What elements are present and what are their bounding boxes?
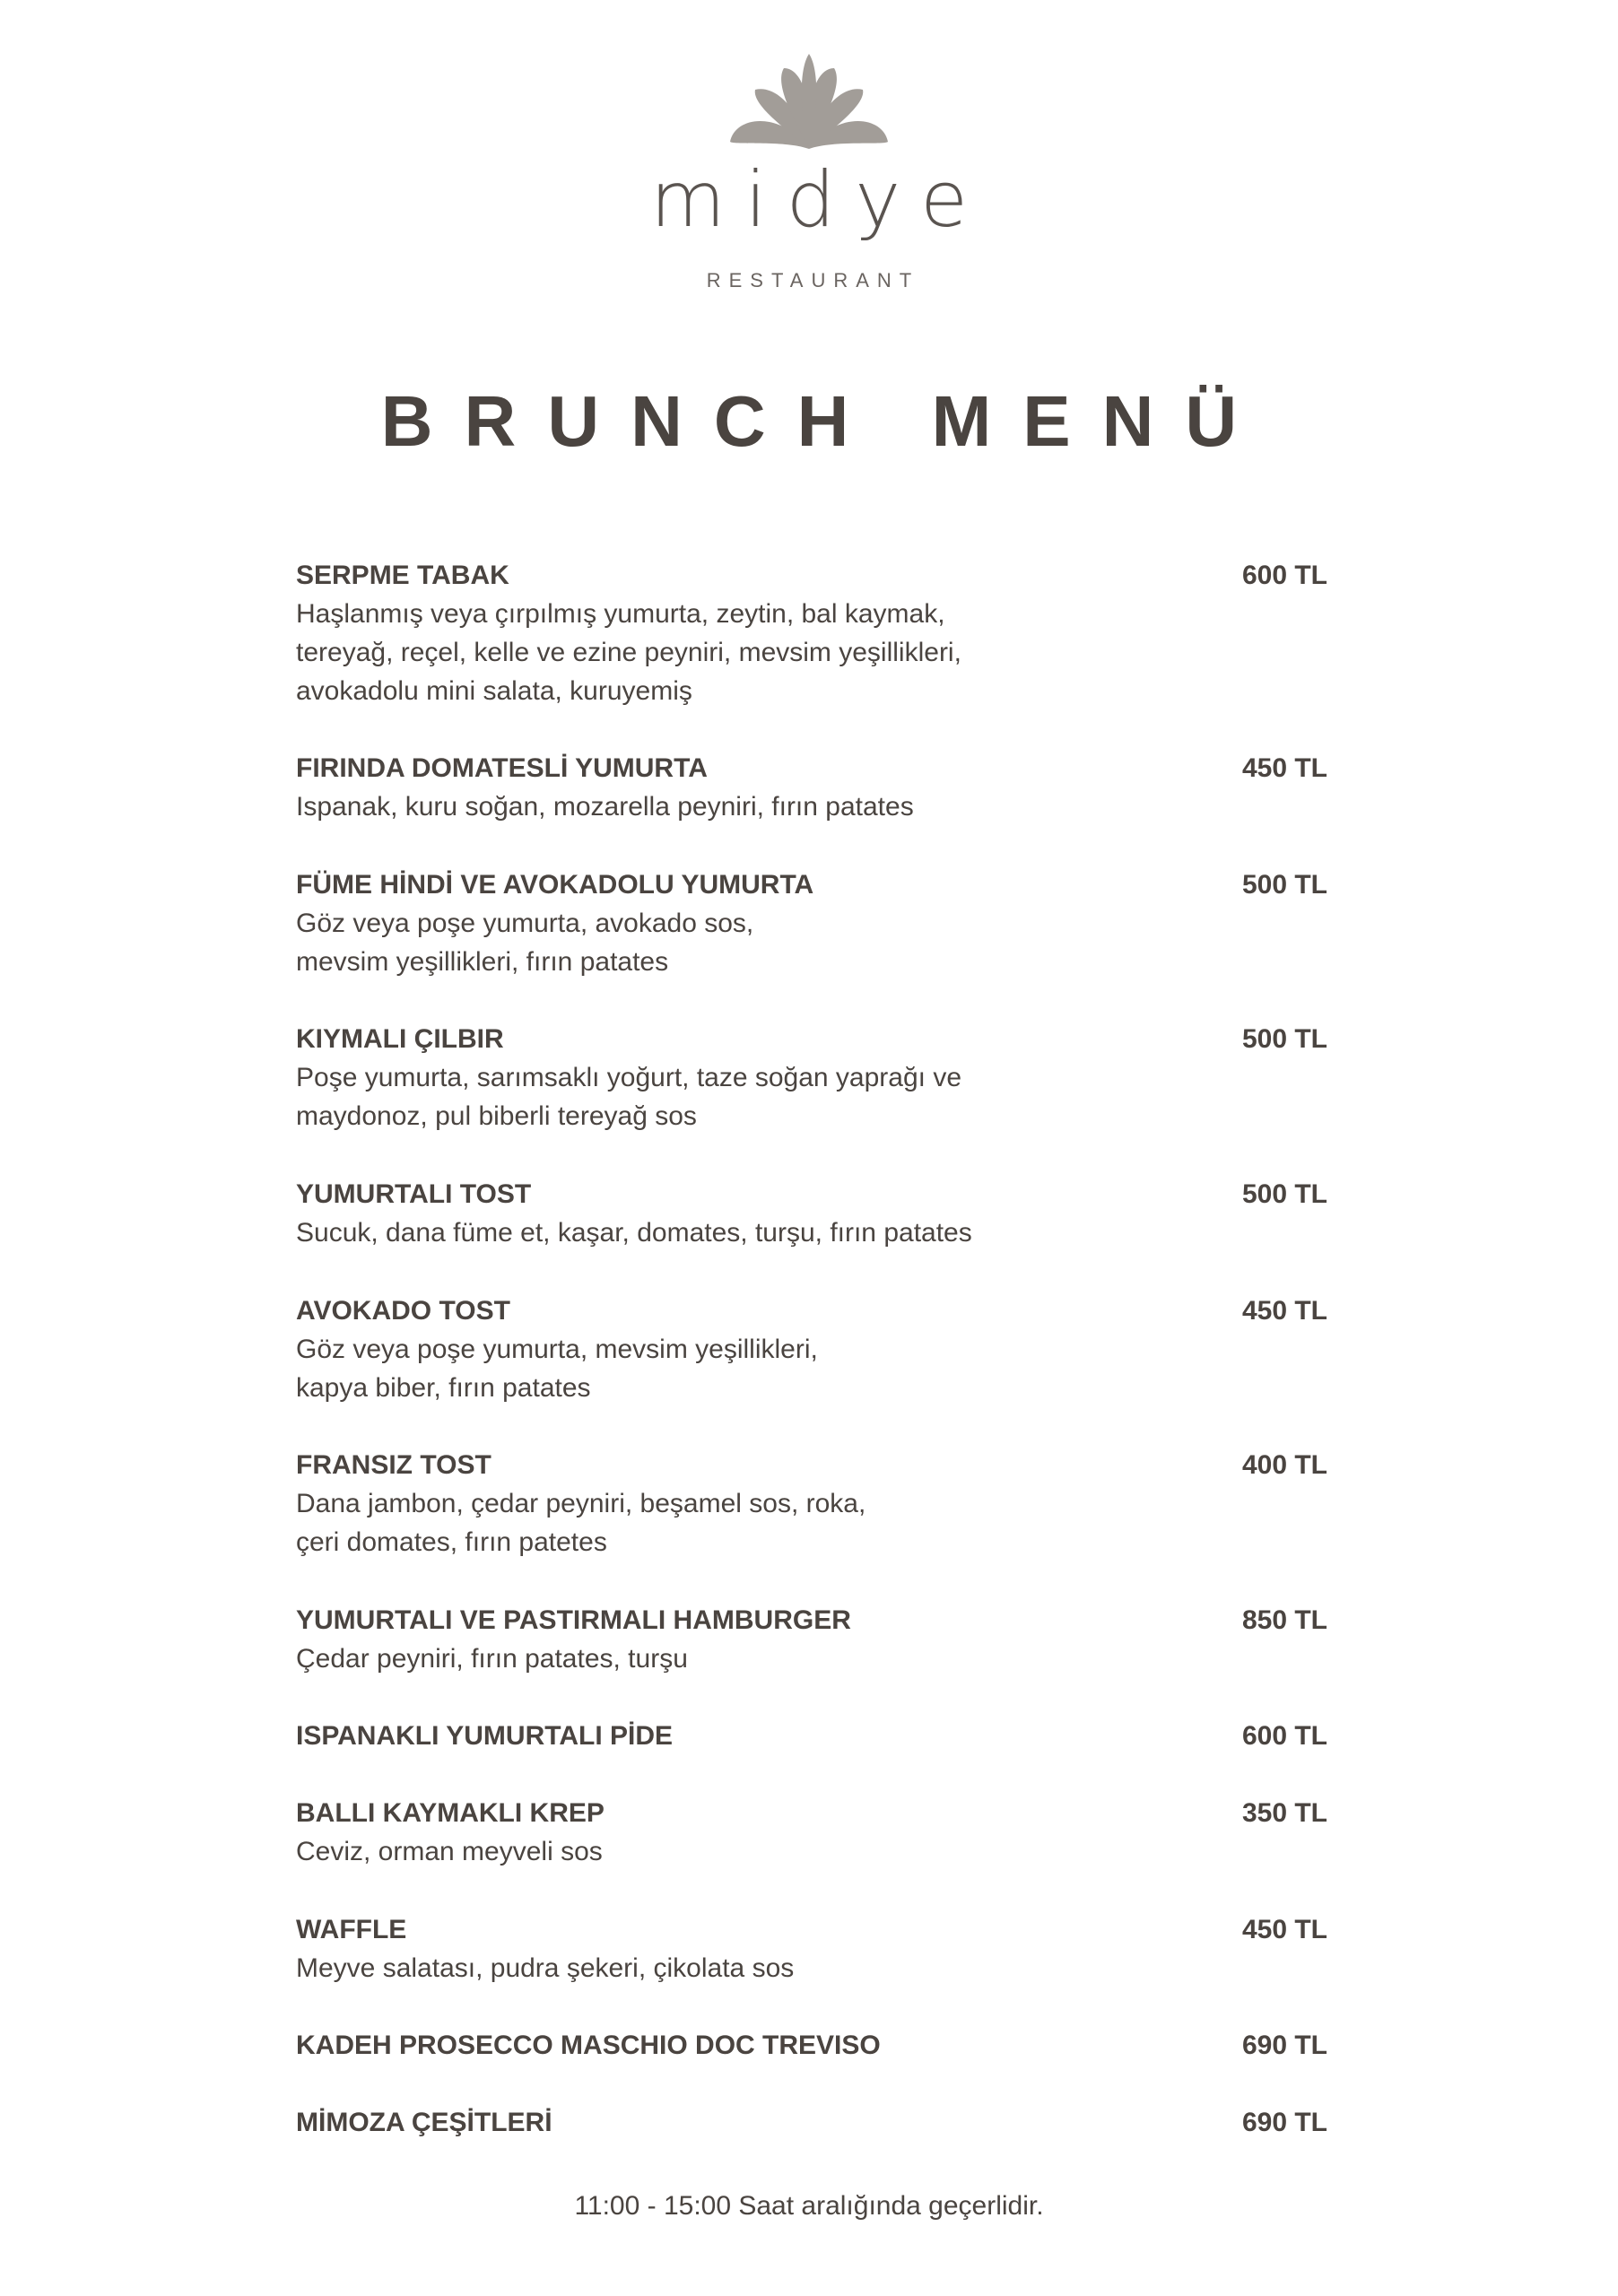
menu-item-description xyxy=(296,787,1103,826)
menu-item-name: BALLI KAYMAKLI KREP xyxy=(296,1798,605,1828)
menu-item xyxy=(296,1910,1327,1987)
menu-item-name: KADEH PROSECCO MASCHIO DOC TREVISO xyxy=(296,2031,881,2060)
description-line: kapya biber, fırın patates xyxy=(296,1373,591,1403)
description-line: tereyağ, reçel, kelle ve ezine peyniri, mevsim yeşillikleri, xyxy=(296,638,961,667)
menu-item-name: WAFFLE xyxy=(296,1915,407,1944)
menu-item-name: YUMURTALI TOST xyxy=(296,1179,532,1209)
menu-item-name: FÜME HİNDİ VE AVOKADOLU YUMURTA xyxy=(296,870,814,900)
description-line: mevsim yeşillikleri, fırın patates xyxy=(296,947,669,977)
menu-item-description xyxy=(296,1832,1103,1871)
description-line: Poşe yumurta, sarımsaklı yoğurt, taze soğan yaprağı ve xyxy=(296,1063,962,1092)
description-line: Haşlanmış veya çırpılmış yumurta, zeytin, bal kaymak, xyxy=(296,599,945,629)
description-line: çeri domates, fırın patetes xyxy=(296,1527,607,1557)
description-line: Göz veya poşe yumurta, mevsim yeşillikleri, xyxy=(296,1335,818,1364)
menu-item-price: 400 TL xyxy=(1241,1450,1327,1480)
menu-item xyxy=(296,556,1327,710)
menu-item-price: 690 TL xyxy=(1241,2108,1327,2137)
menu-item-name: YUMURTALI VE PASTIRMALI HAMBURGER xyxy=(296,1605,851,1635)
menu-item xyxy=(296,1175,1327,1252)
menu-item-price: 500 TL xyxy=(1241,1024,1327,1054)
menu-item-name: ISPANAKLI YUMURTALI PİDE xyxy=(296,1721,674,1751)
menu-item-description xyxy=(296,1330,1103,1407)
shell-icon xyxy=(728,52,890,152)
menu-item xyxy=(296,1601,1327,1678)
menu-item xyxy=(296,1794,1327,1871)
menu-item xyxy=(296,1717,1327,1755)
menu-item xyxy=(296,2103,1327,2142)
menu-item-name: FIRINDA DOMATESLİ YUMURTA xyxy=(296,753,708,783)
menu-item-description xyxy=(296,595,1103,710)
menu-item-price: 500 TL xyxy=(1241,870,1327,900)
description-line: Göz veya poşe yumurta, avokado sos, xyxy=(296,909,754,938)
menu-item-price: 350 TL xyxy=(1241,1798,1327,1828)
page-title: BRUNCH MENÜ xyxy=(380,381,1269,461)
description-line: Dana jambon, çedar peyniri, beşamel sos, roka, xyxy=(296,1489,866,1518)
menu-item-description xyxy=(296,1484,1103,1561)
menu-item-description xyxy=(296,1639,1103,1678)
menu-item-name: KIYMALI ÇILBIR xyxy=(296,1024,504,1054)
description-line: Çedar peyniri, fırın patates, turşu xyxy=(296,1644,688,1674)
menu-item-price: 690 TL xyxy=(1241,2031,1327,2060)
menu-item-description xyxy=(296,1949,1103,1987)
menu-item xyxy=(296,1446,1327,1561)
menu-item xyxy=(296,865,1327,981)
description-line: Sucuk, dana füme et, kaşar, domates, turşu, fırın patates xyxy=(296,1218,972,1248)
menu-item-description xyxy=(296,904,1103,981)
menu-item-name: MİMOZA ÇEŞİTLERİ xyxy=(296,2108,552,2137)
menu-item xyxy=(296,1020,1327,1135)
menu-item-description xyxy=(296,1058,1103,1135)
description-line: Ispanak, kuru soğan, mozarella peyniri, fırın patates xyxy=(296,792,914,822)
menu-item-price: 600 TL xyxy=(1241,561,1327,590)
menu-item-description xyxy=(296,1213,1103,1252)
description-line: Ceviz, orman meyveli sos xyxy=(296,1837,603,1866)
description-line: maydonoz, pul biberli tereyağ sos xyxy=(296,1101,697,1131)
menu-item-price: 500 TL xyxy=(1241,1179,1327,1209)
menu-item-price: 450 TL xyxy=(1241,1915,1327,1944)
menu-item-name: AVOKADO TOST xyxy=(296,1296,510,1326)
menu-item-name: FRANSIZ TOST xyxy=(296,1450,491,1480)
footer-note: 11:00 - 15:00 Saat aralığında geçerlidir. xyxy=(574,2191,1044,2221)
brand-subtitle: RESTAURANT xyxy=(706,269,920,291)
menu-item-price: 450 TL xyxy=(1241,753,1327,783)
logo xyxy=(0,52,1618,152)
brand-name: midye xyxy=(649,155,988,245)
menu-item-price: 450 TL xyxy=(1241,1296,1327,1326)
description-line: avokadolu mini salata, kuruyemiş xyxy=(296,676,692,706)
menu-item-price: 850 TL xyxy=(1241,1605,1327,1635)
menu-item-price: 600 TL xyxy=(1241,1721,1327,1751)
menu-item xyxy=(296,749,1327,826)
menu-item-name: SERPME TABAK xyxy=(296,561,509,590)
description-line: Meyve salatası, pudra şekeri, çikolata sos xyxy=(296,1953,795,1983)
menu-item xyxy=(296,1292,1327,1407)
menu-item xyxy=(296,2026,1327,2065)
